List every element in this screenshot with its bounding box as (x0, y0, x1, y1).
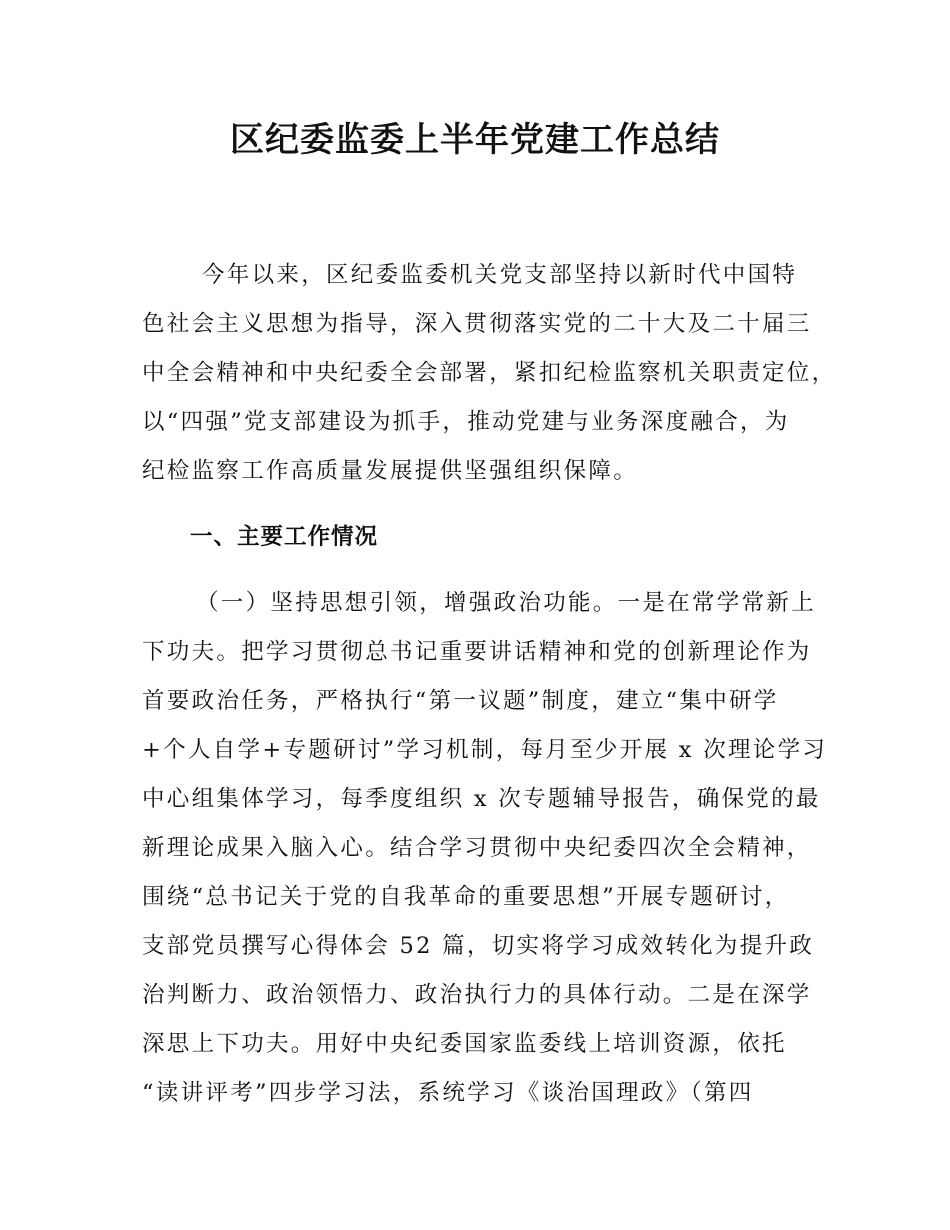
intro-line-2: 色社会主义思想为指导，深入贯彻落实党的二十大及二十届三 (142, 311, 812, 337)
body-line-8: 支部党员撰写心得体会 52 篇，切实将学习成效转化为提升政 (142, 933, 815, 959)
intro-line-3: 中全会精神和中央纪委全会部署，紧扣纪检监察机关职责定位， (142, 360, 837, 386)
body-line-10: 深思上下功夫。用好中央纪委国家监委线上培训资源，依托 (142, 1031, 787, 1057)
intro-line-1: 今年以来，区纪委监委机关党支部坚持以新时代中国特 (202, 262, 798, 288)
body-line-4: +个人自学+专题研讨”学习机制，每月至少开展 x 次理论学习 (142, 737, 828, 763)
intro-line-5: 纪检监察工作高质量发展提供坚强组织保障。 (142, 458, 639, 484)
body-line-7: 围绕“总书记关于党的自我革命的重要思想”开展专题研讨， (142, 884, 790, 910)
body-line-5: 中心组集体学习，每季度组织 x 次专题辅导报告，确保党的最 (142, 786, 821, 812)
section-heading: 一、主要工作情况 (190, 524, 379, 550)
body-line-1: （一）坚持思想引领，增强政治功能。一是在常学常新上 (196, 590, 817, 616)
body-line-3: 首要政治任务，严格执行“第一议题”制度，建立“集中研学 (142, 688, 779, 714)
document-title: 区纪委监委上半年党建工作总结 (230, 120, 720, 160)
body-line-9: 治判断力、政治领悟力、政治执行力的具体行动。二是在深学 (142, 982, 812, 1008)
body-line-6: 新理论成果入脑入心。结合学习贯彻中央纪委四次全会精神， (142, 835, 812, 861)
intro-line-4: 以“四强”党支部建设为抓手，推动党建与业务深度融合，为 (142, 409, 790, 435)
body-line-2: 下功夫。把学习贯彻总书记重要讲话精神和党的创新理论作为 (142, 639, 812, 665)
body-line-11: “读讲评考”四步学习法，系统学习《谈治国理政》（第四 (142, 1080, 754, 1106)
